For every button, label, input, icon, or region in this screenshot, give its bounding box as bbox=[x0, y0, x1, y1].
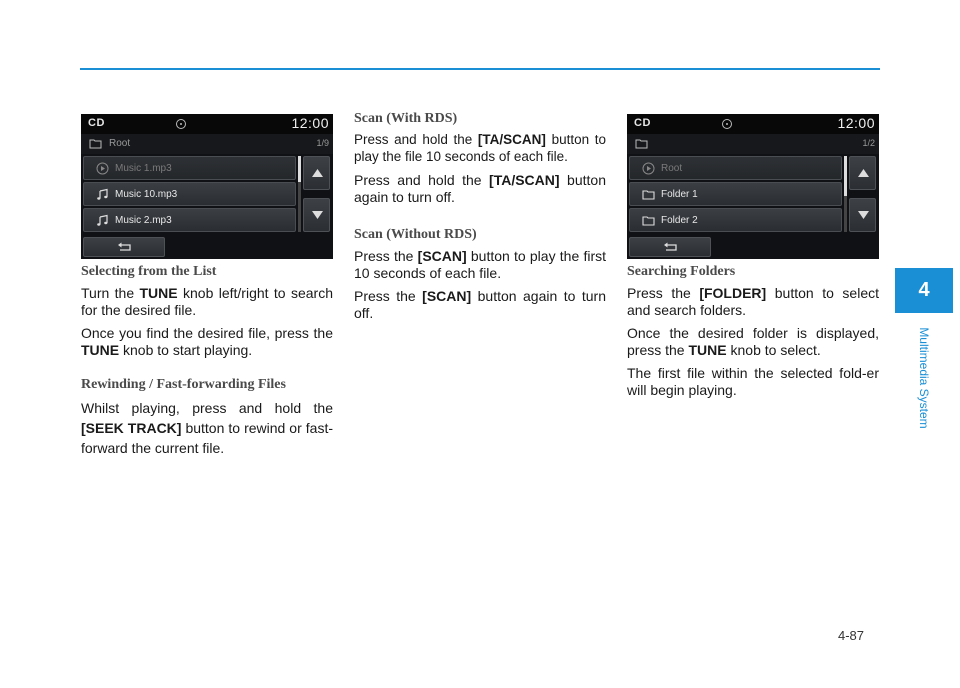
paragraph: Once the desired folder is displayed, press the TUNE knob to select. bbox=[627, 325, 879, 358]
arrow-down-icon bbox=[858, 211, 869, 219]
paragraph: The first file within the selected fold-er will begin playing. bbox=[627, 365, 879, 398]
section-title: Rewinding / Fast-forwarding Files bbox=[81, 377, 286, 392]
paragraph: Whilst playing, press and hold the [SEEK TRACK] button to rewind or fast-forward the current file. bbox=[81, 400, 333, 456]
disc-icon bbox=[176, 119, 186, 129]
scrollbar[interactable] bbox=[844, 156, 847, 232]
disc-icon bbox=[722, 119, 732, 129]
paragraph: Press the [SCAN] button to play the first 10 seconds of each file. bbox=[354, 248, 607, 281]
scroll-down-button[interactable] bbox=[303, 198, 330, 232]
clock: 12:00 bbox=[291, 115, 329, 131]
scrollbar-thumb[interactable] bbox=[844, 156, 847, 196]
page-number: 4-87 bbox=[838, 628, 865, 643]
status-bar bbox=[627, 114, 879, 134]
folder-icon bbox=[642, 188, 655, 201]
section-title: Scan (Without RDS) bbox=[354, 227, 477, 242]
scrollbar-thumb[interactable] bbox=[298, 156, 301, 182]
list-item-label: Music 1.mp3 bbox=[115, 163, 172, 174]
column-3 bbox=[627, 108, 879, 405]
arrow-down-icon bbox=[312, 211, 323, 219]
back-button[interactable] bbox=[629, 237, 711, 257]
folder-icon bbox=[89, 138, 103, 149]
folder-icon bbox=[635, 138, 649, 149]
play-icon bbox=[96, 162, 109, 175]
list-item[interactable] bbox=[83, 156, 296, 180]
clock: 12:00 bbox=[837, 115, 875, 131]
status-bar bbox=[81, 114, 333, 134]
list-item[interactable] bbox=[83, 182, 296, 206]
section-title: Scan (With RDS) bbox=[354, 111, 458, 126]
scroll-up-button[interactable] bbox=[303, 156, 330, 190]
list-item-label: Music 10.mp3 bbox=[115, 189, 178, 200]
list-item[interactable] bbox=[83, 208, 296, 232]
list-item-label: Root bbox=[661, 163, 683, 174]
mode-label: CD bbox=[634, 117, 651, 129]
folder-list bbox=[629, 156, 842, 234]
arrow-up-icon bbox=[312, 169, 323, 177]
list-item-label: Folder 1 bbox=[661, 189, 698, 200]
list-item[interactable] bbox=[629, 208, 842, 232]
play-icon bbox=[642, 162, 655, 175]
path-bar bbox=[81, 134, 333, 154]
scroll-down-button[interactable] bbox=[849, 198, 876, 232]
column-2 bbox=[354, 108, 606, 328]
path-label: Root bbox=[109, 138, 131, 149]
cd-file-list-screen bbox=[81, 114, 333, 259]
section-title: Searching Folders bbox=[627, 264, 736, 279]
arrow-up-icon bbox=[858, 169, 869, 177]
paragraph: Once you find the desired file, press the TUNE knob to start playing. bbox=[81, 325, 333, 358]
page-indicator: 1/2 bbox=[862, 138, 875, 148]
scroll-up-button[interactable] bbox=[849, 156, 876, 190]
column-1 bbox=[81, 108, 333, 465]
section-title: Selecting from the List bbox=[81, 264, 217, 279]
chapter-label: Multimedia System bbox=[917, 327, 931, 429]
folder-icon bbox=[642, 214, 655, 227]
cd-folder-list-screen bbox=[627, 114, 879, 259]
music-note-icon bbox=[96, 214, 109, 227]
list-item[interactable] bbox=[629, 156, 842, 180]
paragraph: Press and hold the [TA/SCAN] button to play the file 10 seconds of each file. bbox=[354, 132, 607, 164]
chapter-tab: 4 bbox=[895, 268, 953, 313]
top-rule bbox=[80, 68, 880, 70]
page-indicator: 1/9 bbox=[316, 138, 329, 148]
paragraph: Turn the TUNE knob left/right to search for the desired file. bbox=[81, 285, 333, 318]
back-icon bbox=[117, 242, 133, 253]
file-list bbox=[83, 156, 296, 234]
paragraph: Press the [FOLDER] button to select and search folders. bbox=[627, 285, 880, 318]
path-bar bbox=[627, 134, 879, 154]
list-item-label: Folder 2 bbox=[661, 215, 698, 226]
music-note-icon bbox=[96, 188, 109, 201]
back-icon bbox=[663, 242, 679, 253]
list-item-label: Music 2.mp3 bbox=[115, 215, 172, 226]
back-button[interactable] bbox=[83, 237, 165, 257]
mode-label: CD bbox=[88, 117, 105, 129]
list-item[interactable] bbox=[629, 182, 842, 206]
scrollbar[interactable] bbox=[298, 156, 301, 232]
paragraph: Press and hold the [TA/SCAN] button again to turn off. bbox=[354, 172, 606, 205]
paragraph: Press the [SCAN] button again to turn off. bbox=[354, 288, 606, 321]
